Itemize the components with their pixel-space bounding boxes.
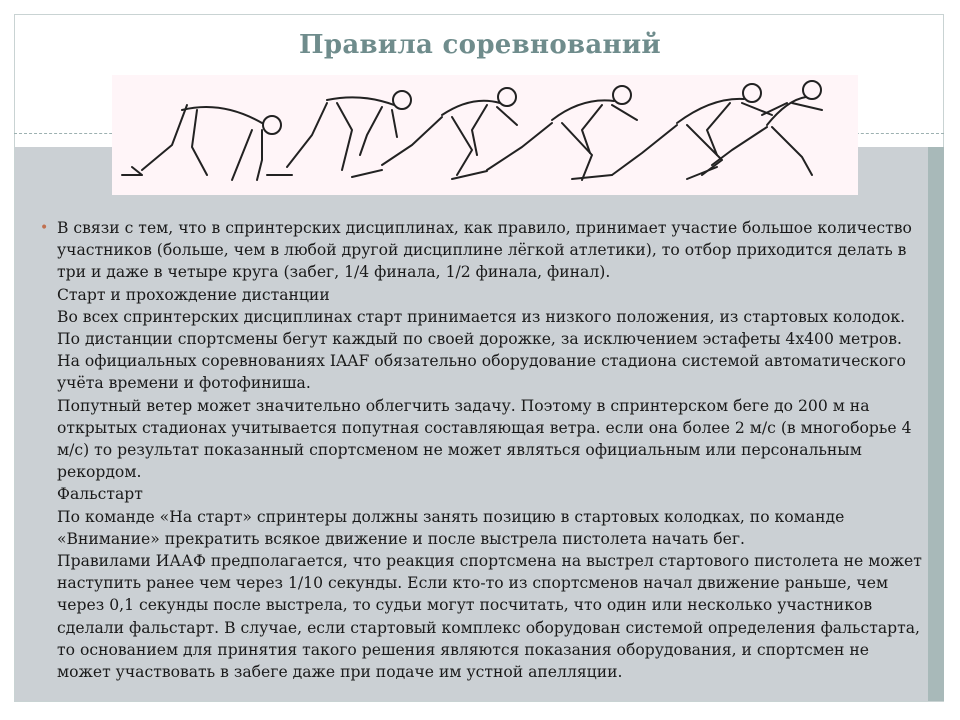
paragraph-start-commands: По команде «На старт» спринтеры должны занять позицию в стартовых колодках, по команде «Внимание» прекратить всякое движение и после выстрела пистолета начать бег. (57, 507, 845, 548)
sprinter-figure-5 (572, 84, 772, 179)
paragraph-reaction-time: Правилами ИААФ предполагается, что реакция спортсмена на выстрел стартового пистолета не может наступить ранее чем через 1/10 секунды. Если кто-то из спортсменов начал движение раньше, чем через 0,1 секунды после выстрела, то судьи могут посчитать, что один или несколько участников сделали фальстарт. В случае, если стартовый комплекс оборудован системой определения фальстарта, то основанием для принятия такого решения являются показания оборудования, и спортсмен не может участвовать в забеге даже при подаче им устной апелляции. (57, 552, 922, 682)
heading-start-and-distance: Старт и прохождение дистанции (57, 285, 330, 304)
sprinter-sequence-drawing (112, 75, 858, 195)
paragraph-low-start: Во всех спринтерских дисциплинах старт принимается из низкого положения, из стартовых колодок. По дистанции спортсмены бегут каждый по своей дорожке, за исключением эстафеты 4х400 метров. На официальных соревнованиях IAAF обязательно оборудование стадиона системой автоматического учёта времени и фотофиниша. (57, 307, 906, 393)
slide-title: Правила соревнований (298, 30, 661, 60)
slide-body-text (57, 217, 927, 683)
sprinter-figure-3 (352, 88, 517, 177)
sprinter-figure-1 (122, 105, 281, 180)
sprinter-figure-2 (267, 91, 411, 175)
bullet-icon: • (40, 220, 49, 236)
side-accent-bar (928, 147, 944, 701)
sprinter-start-illustration (112, 75, 858, 195)
paragraph-selection-rounds: В связи с тем, что в спринтерских дисциплинах, как правило, принимает участие большое количество участников (больше, чем в любой другой дисциплине лёгкой атлетики), то отбор приходится делать в три и даже в четыре круга (забег, 1/4 финала, 1/2 финала, финал). (57, 219, 912, 282)
heading-false-start: Фальстарт (57, 485, 143, 504)
paragraph-tailwind: Попутный ветер может значительно облегчить задачу. Поэтому в спринтерском беге до 200 м на открытых стадионах учитывается попутная составляющая ветра. если она более 2 м/с (в многоборье 4 м/с) то результат показанный спортсменом не может являться официальным или персональным рекордом. (57, 396, 912, 482)
